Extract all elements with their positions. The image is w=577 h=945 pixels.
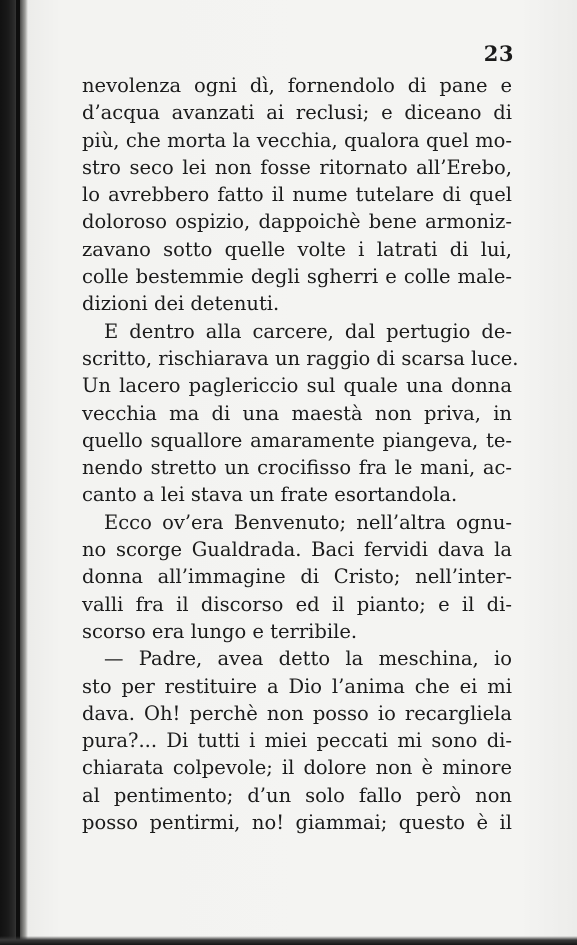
text-line: scorso era lungo e terribile. (82, 619, 358, 643)
page-bottom-edge (0, 936, 577, 945)
text-line: sto per restituire a Dio l’anima che ei mi (82, 674, 512, 698)
text-line: E dentro alla carcere, dal pertugio de- (104, 319, 512, 343)
text-line: chiarata colpevole; il dolore non è minore (82, 756, 512, 780)
text-line: nendo stretto un crocifisso fra le mani, ac- (82, 456, 512, 480)
text-line: pura?... Di tutti i miei peccati mi sono di- (82, 729, 512, 753)
text-line: dizioni dei detenuti. (82, 292, 280, 316)
page-number: 23 (483, 41, 514, 66)
text-line: al pentimento; d’un solo fallo però non (82, 783, 512, 807)
text-line: nevolenza ogni dì, fornendolo di pane e (82, 74, 512, 97)
text-line: doloroso ospizio, dappoichè bene armoniz- (82, 210, 512, 234)
text-line: colle bestemmie degli sgherri e colle male- (82, 265, 512, 289)
text-line: quello squallore amaramente piangeva, te- (82, 428, 512, 452)
text-line: Ecco ov’era Benvenuto; nell’altra ognu- (104, 510, 512, 534)
text-line: posso pentirmi, no! giammai; questo è il (82, 811, 512, 835)
book-binding-shadow (0, 0, 28, 945)
text-line: vecchia ma di una maestà non priva, in (82, 401, 512, 425)
body-text (82, 72, 519, 836)
text-line: donna all’immagine di Cristo; nell’inter- (82, 565, 512, 589)
binding-edge (16, 0, 20, 945)
text-line: lo avrebbero fatto il nume tutelare di quel (82, 183, 512, 207)
text-line: Un lacero paglericcio sul quale una donna (82, 374, 512, 398)
text-line: stro seco lei non fosse ritornato all’Erebo, (82, 155, 512, 179)
text-line: canto a lei stava un frate esortandola. (82, 483, 458, 507)
text-line: — Padre, avea detto la meschina, io (104, 647, 512, 671)
text-line: no scorge Gualdrada. Baci fervidi dava la (82, 538, 512, 562)
text-line: scritto, rischiarava un raggio di scarsa luce. (82, 346, 519, 370)
text-line: dava. Oh! perchè non posso io recargliela (82, 701, 512, 725)
text-line: valli fra il discorso ed il pianto; e il di- (82, 592, 512, 616)
text-line: più, che morta la vecchia, qualora quel mo- (82, 128, 512, 152)
text-line: zavano sotto quelle volte i latrati di lui, (82, 237, 512, 261)
text-line: d’acqua avanzati ai reclusi; e diceano di (82, 101, 512, 125)
